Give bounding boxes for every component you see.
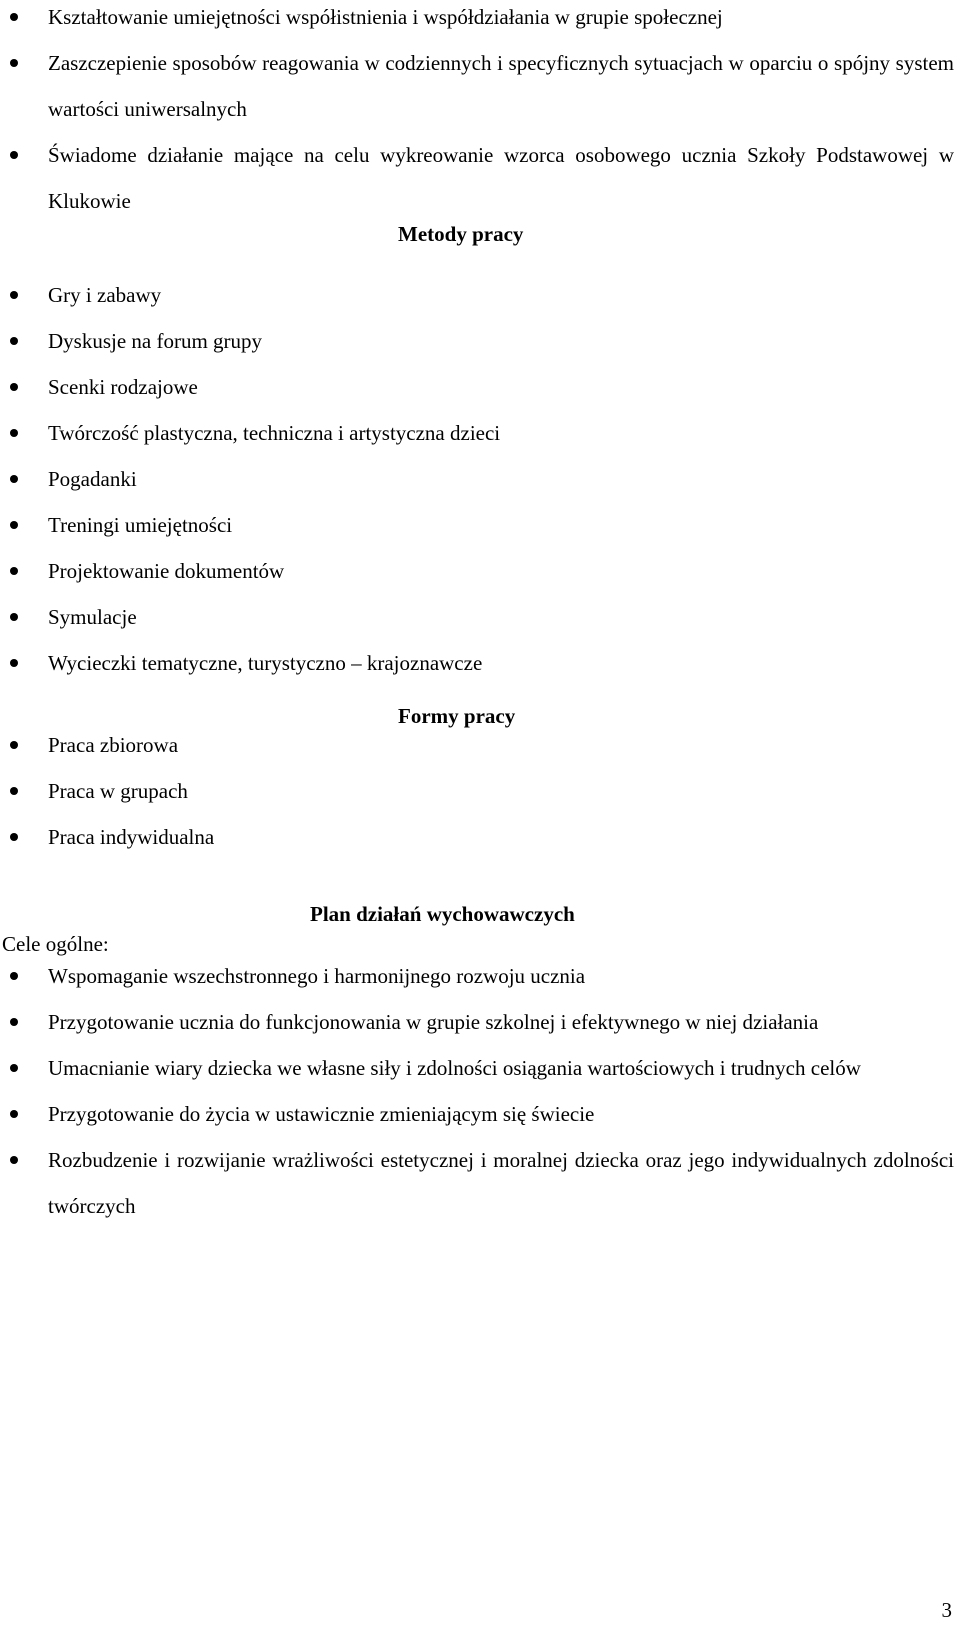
general-goals-label: Cele ogólne: xyxy=(2,932,109,956)
forms-list xyxy=(0,722,960,860)
bullet-icon xyxy=(10,741,18,749)
list-item: Przygotowanie ucznia do funkcjonowania w grupie szkolnej i efektywnego w niej działania xyxy=(0,999,960,1045)
bullet-icon xyxy=(10,291,18,299)
bullet-icon xyxy=(10,833,18,841)
list-item: Praca indywidualna xyxy=(0,814,960,860)
general-goals-list xyxy=(0,953,960,1229)
list-item: Pogadanki xyxy=(0,456,960,502)
list-item: Umacnianie wiary dziecka we własne siły i zdolności osiągania wartościowych i trudnych celów xyxy=(0,1045,960,1091)
bullet-icon xyxy=(10,659,18,667)
bullet-icon xyxy=(10,383,18,391)
list-item: Dyskusje na forum grupy xyxy=(0,318,960,364)
list-item: Praca w grupach xyxy=(0,768,960,814)
bullet-icon xyxy=(10,521,18,529)
list-item: Symulacje xyxy=(0,594,960,640)
heading-forms: Formy pracy xyxy=(398,704,516,728)
list-item: Praca zbiorowa xyxy=(0,722,960,768)
bullet-icon xyxy=(10,787,18,795)
bullet-icon xyxy=(10,475,18,483)
bullet-icon xyxy=(10,1110,18,1118)
bullet-icon xyxy=(10,429,18,437)
bullet-icon xyxy=(10,151,18,159)
heading-plan: Plan działań wychowawczych xyxy=(310,902,575,926)
list-item: Scenki rodzajowe xyxy=(0,364,960,410)
bullet-icon xyxy=(10,59,18,67)
list-item: Wycieczki tematyczne, turystyczno – krajoznawcze xyxy=(0,640,960,686)
bullet-icon xyxy=(10,337,18,345)
list-item: Treningi umiejętności xyxy=(0,502,960,548)
bullet-icon xyxy=(10,1064,18,1072)
list-item: Gry i zabawy xyxy=(0,272,960,318)
list-item: Zaszczepienie sposobów reagowania w codziennych i specyficznych sytuacjach w oparciu o spójny system wartości uniwersalnych xyxy=(0,40,960,132)
bullet-icon xyxy=(10,567,18,575)
list-item: Wspomaganie wszechstronnego i harmonijnego rozwoju ucznia xyxy=(0,953,960,999)
list-item: Twórczość plastyczna, techniczna i artystyczna dzieci xyxy=(0,410,960,456)
list-item: Świadome działanie mające na celu wykreowanie wzorca osobowego ucznia Szkoły Podstawowej w Klukowie xyxy=(0,132,960,224)
list-item: Rozbudzenie i rozwijanie wrażliwości estetycznej i moralnej dziecka oraz jego indywidualnych zdolności twórczych xyxy=(0,1137,960,1229)
bullet-icon xyxy=(10,13,18,21)
bullet-icon xyxy=(10,613,18,621)
list-item: Przygotowanie do życia w ustawicznie zmieniającym się świecie xyxy=(0,1091,960,1137)
bullet-icon xyxy=(10,1018,18,1026)
bullet-icon xyxy=(10,972,18,980)
bullet-icon xyxy=(10,1156,18,1164)
list-item: Projektowanie dokumentów xyxy=(0,548,960,594)
heading-methods: Metody pracy xyxy=(398,222,524,246)
page-number: 3 xyxy=(941,1598,952,1622)
goals-list-top xyxy=(0,0,960,224)
methods-list xyxy=(0,272,960,686)
list-item: Kształtowanie umiejętności współistnienia i współdziałania w grupie społecznej xyxy=(0,0,960,40)
